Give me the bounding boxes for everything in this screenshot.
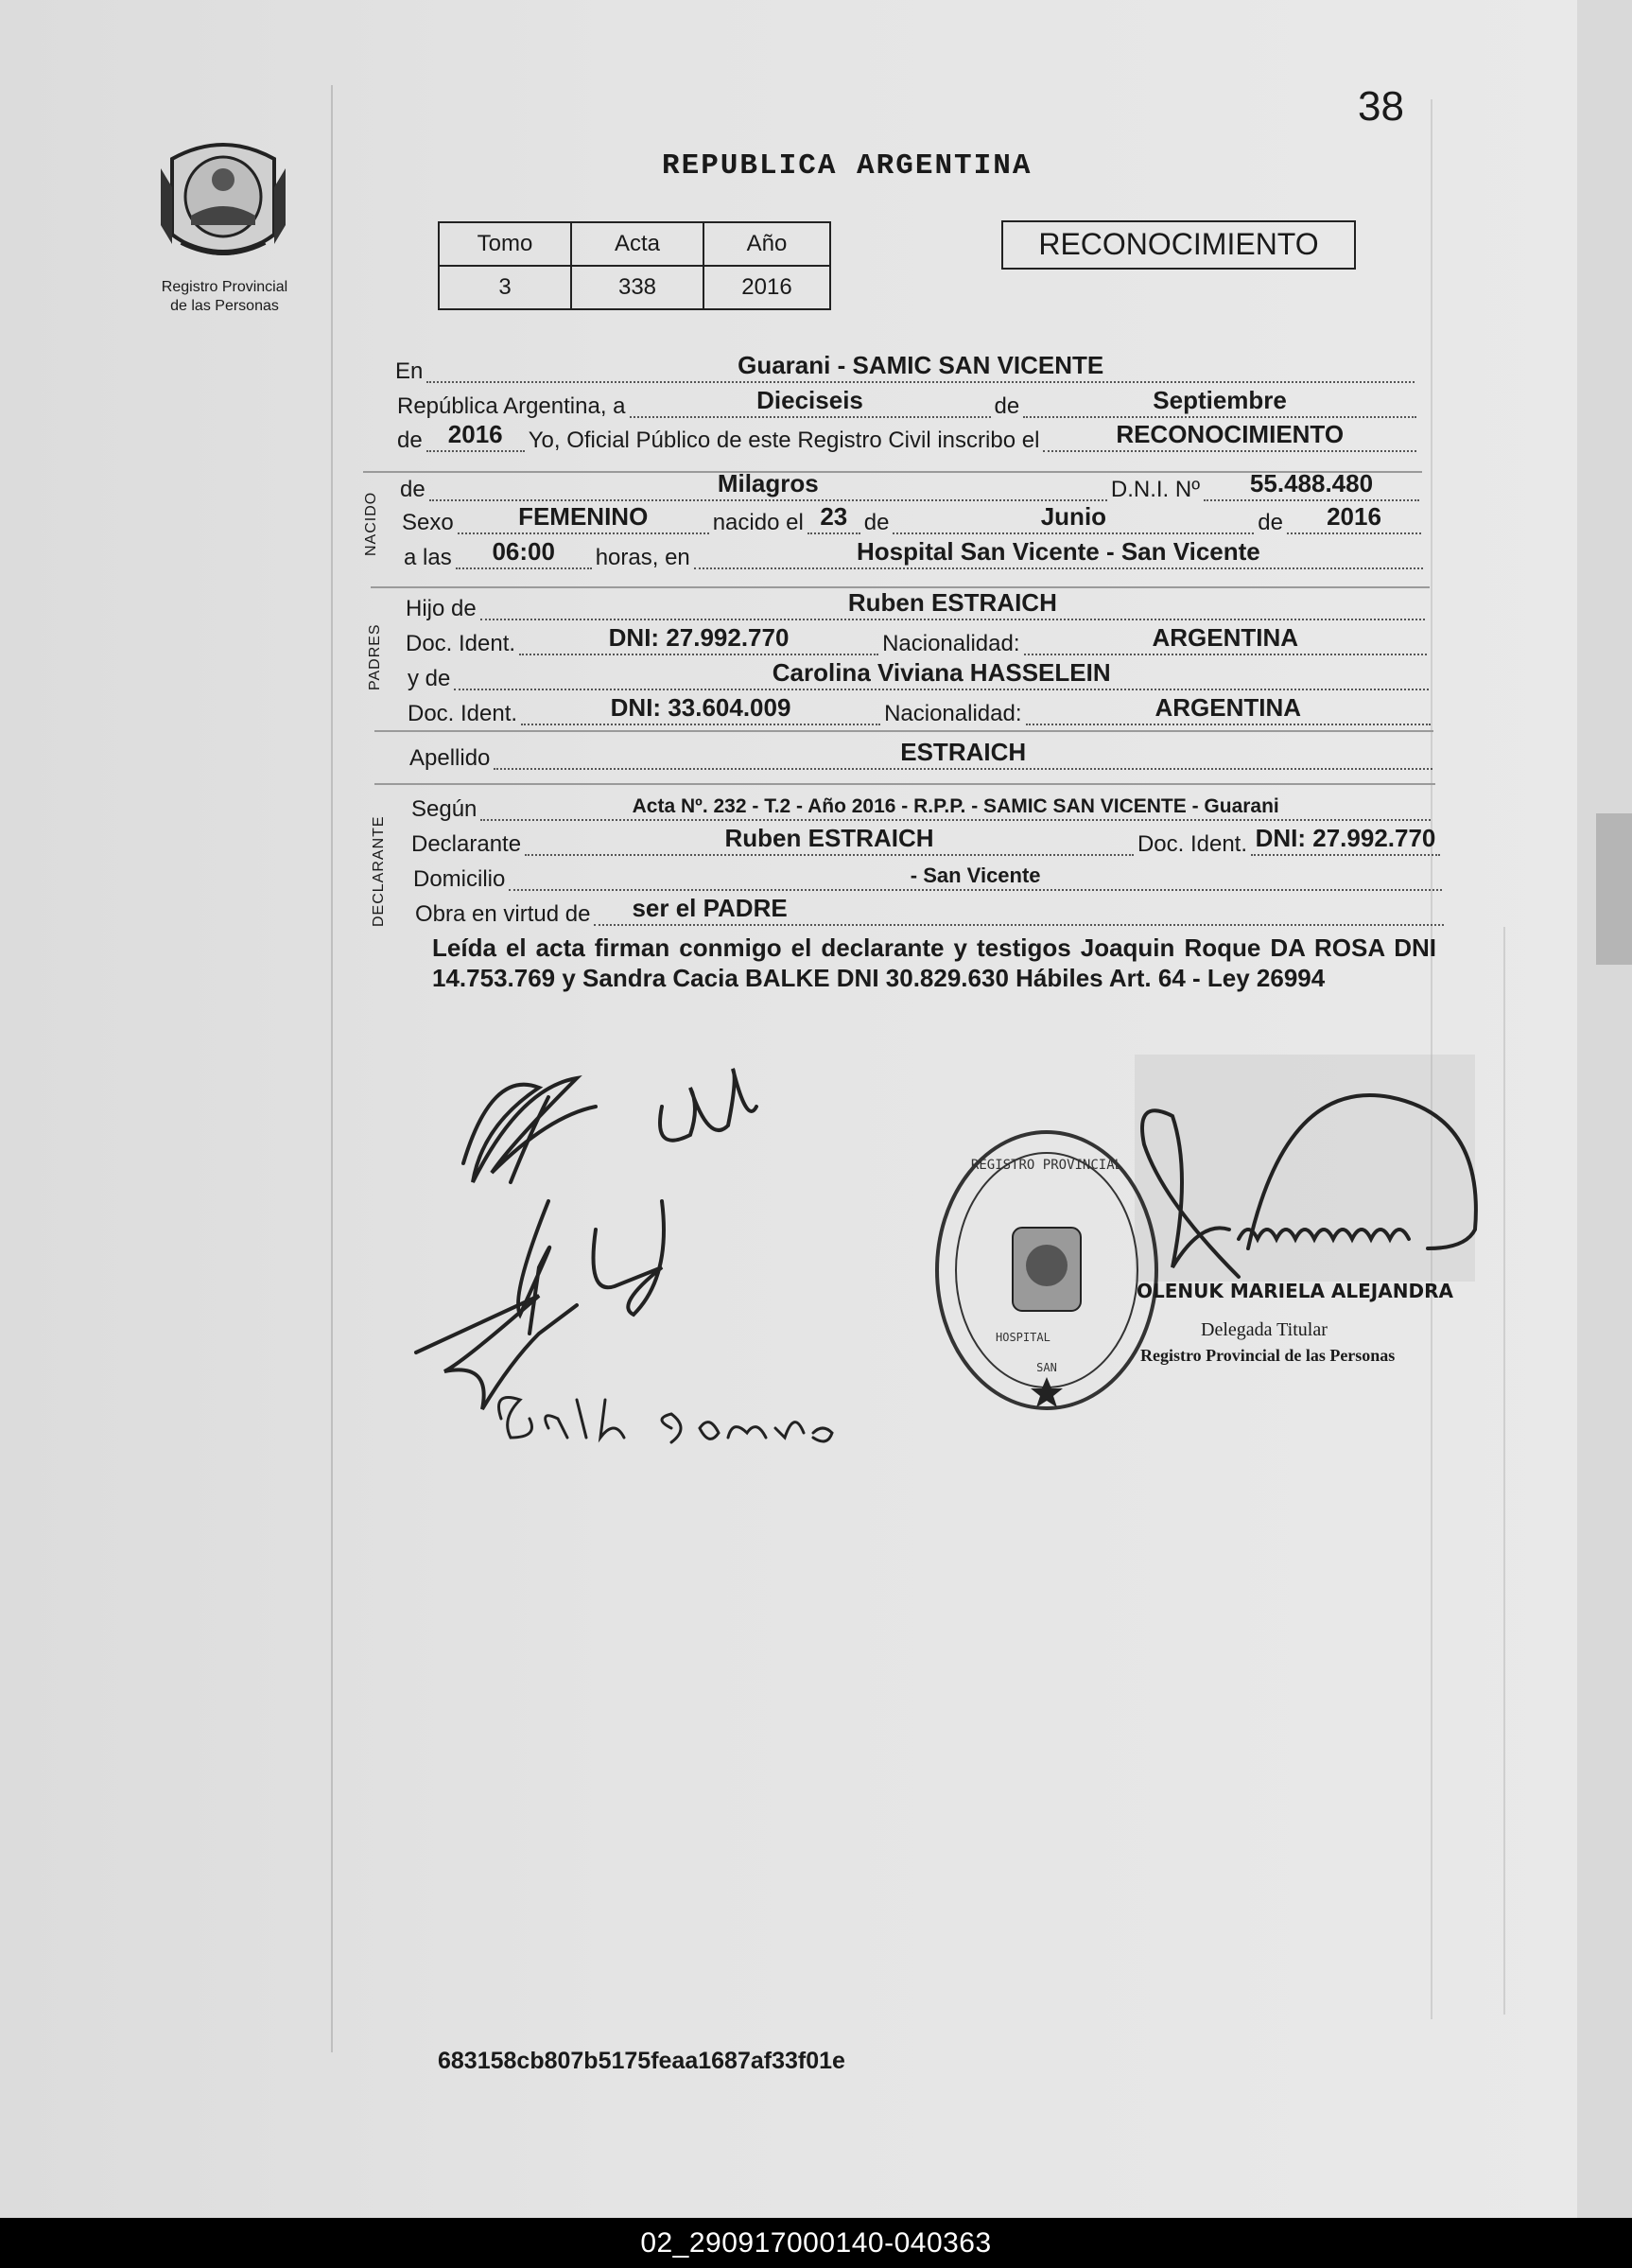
birth-year-value: 2016 [1327, 502, 1381, 531]
document-title: REPUBLICA ARGENTINA [662, 149, 1033, 183]
line-reason: Obra en virtud de ser el PADRE [415, 898, 1448, 930]
record-header: Acta [571, 222, 703, 266]
mother-name-value: Carolina Viviana HASSELEIN [772, 658, 1111, 687]
line-year: de 2016 Yo, Oficial Público de este Registro Civil inscribo el RECONOCIMIENTO [397, 424, 1420, 456]
side-label-nacido: NACIDO [363, 491, 379, 556]
mother-nationality-value: ARGENTINA [1155, 693, 1302, 722]
page-number: 38 [1358, 83, 1404, 130]
child-dni-value: 55.488.480 [1249, 469, 1374, 497]
record-header: Año [703, 222, 830, 266]
birth-time-value: 06:00 [492, 537, 555, 566]
birth-month-value: Junio [1040, 502, 1107, 531]
svg-text:HOSPITAL: HOSPITAL [996, 1331, 1050, 1344]
line-mother-doc: Doc. Ident. DNI: 33.604.009 Nacionalidad: ARGENTINA [408, 697, 1434, 729]
footer-id-bar: 02_290917000140-040363 [0, 2218, 1632, 2268]
mother-doc-value: DNI: 33.604.009 [610, 693, 791, 722]
line-mother: y de Carolina Viviana HASSELEIN [408, 662, 1432, 694]
line-date: República Argentina, a Dieciseis de Septiembre [397, 390, 1420, 422]
side-label-padres: PADRES [367, 623, 383, 690]
surname-value: ESTRAICH [900, 738, 1027, 766]
line-sex: Sexo FEMENINO nacido el 23 de Junio de 2016 [402, 506, 1425, 538]
day-value: Dieciseis [756, 386, 863, 414]
margin-rule-outer [1503, 927, 1505, 2015]
svg-text:REGISTRO PROVINCIAL: REGISTRO PROVINCIAL [970, 1158, 1123, 1173]
address-value: - San Vicente [910, 864, 1041, 887]
record-table [438, 221, 831, 310]
year-value: 2016 [447, 420, 503, 448]
declarant-doc-value: DNI: 27.992.770 [1255, 824, 1436, 852]
birth-day-value: 23 [820, 502, 848, 531]
birth-place-value: Hospital San Vicente - San Vicente [857, 537, 1260, 566]
line-declarant: Declarante Ruben ESTRAICH Doc. Ident. DNI: 27.992.770 [411, 828, 1444, 860]
father-nationality-value: ARGENTINA [1152, 623, 1299, 652]
declarant-name-value: Ruben ESTRAICH [724, 824, 934, 852]
line-address: Domicilio - San Vicente [413, 863, 1446, 895]
line-father: Hijo de Ruben ESTRAICH [406, 592, 1429, 624]
svg-text:SAN: SAN [1036, 1361, 1057, 1374]
act-type-box: RECONOCIMIENTO [1001, 220, 1356, 270]
line-according: Según Acta Nº. 232 - T.2 - Año 2016 - R.P.P. - SAMIC SAN VICENTE - Guarani [411, 793, 1434, 825]
record-cell: 338 [571, 266, 703, 309]
paper-edge [1596, 813, 1632, 965]
record-cell: 3 [439, 266, 571, 309]
line-time: a las 06:00 horas, en Hospital San Vicente - San Vicente [404, 541, 1427, 573]
act-type-value: RECONOCIMIENTO [1116, 420, 1345, 448]
line-father-doc: Doc. Ident. DNI: 27.992.770 Nacionalidad: ARGENTINA [406, 627, 1431, 659]
margin-rule [331, 85, 333, 2052]
officer-registry: Registro Provincial de las Personas [1140, 1346, 1396, 1365]
officer-name: OLENUK MARIELA ALEJANDRA [1137, 1280, 1453, 1302]
father-doc-value: DNI: 27.992.770 [608, 623, 790, 652]
line-surname: Apellido ESTRAICH [409, 741, 1436, 774]
side-label-declarante: DECLARANTE [371, 815, 387, 927]
record-header: Tomo [439, 222, 571, 266]
line-place: En Guarani - SAMIC SAN VICENTE [395, 355, 1418, 387]
line-name: de Milagros D.N.I. Nº 55.488.480 [400, 473, 1423, 505]
provincial-seal-icon [153, 131, 293, 272]
child-name-value: Milagros [717, 469, 819, 497]
place-value: Guarani - SAMIC SAN VICENTE [738, 351, 1104, 379]
according-value: Acta Nº. 232 - T.2 - Año 2016 - R.P.P. - SAMIC SAN VICENTE - Guarani [632, 795, 1279, 817]
witness-signatures [407, 1050, 898, 1466]
father-name-value: Ruben ESTRAICH [847, 588, 1057, 617]
officer-role: Delegada Titular [1201, 1319, 1328, 1340]
sex-value: FEMENINO [518, 502, 649, 531]
officer-signature [1106, 1088, 1503, 1305]
reason-value: ser el PADRE [632, 894, 788, 922]
document-hash: 683158cb807b5175feaa1687af33f01e [438, 2048, 845, 2074]
record-cell: 2016 [703, 266, 830, 309]
closing-statement: Leída el acta firman conmigo el declarante y testigos Joaquin Roque DA ROSA DNI 14.753.769 y Sandra Cacia BALKE DNI 30.829.630 Hábiles Art. 64 - Ley 26994 [432, 933, 1436, 992]
month-value: Septiembre [1153, 386, 1287, 414]
registry-name: Registro Provincial de las Personas [161, 279, 288, 314]
